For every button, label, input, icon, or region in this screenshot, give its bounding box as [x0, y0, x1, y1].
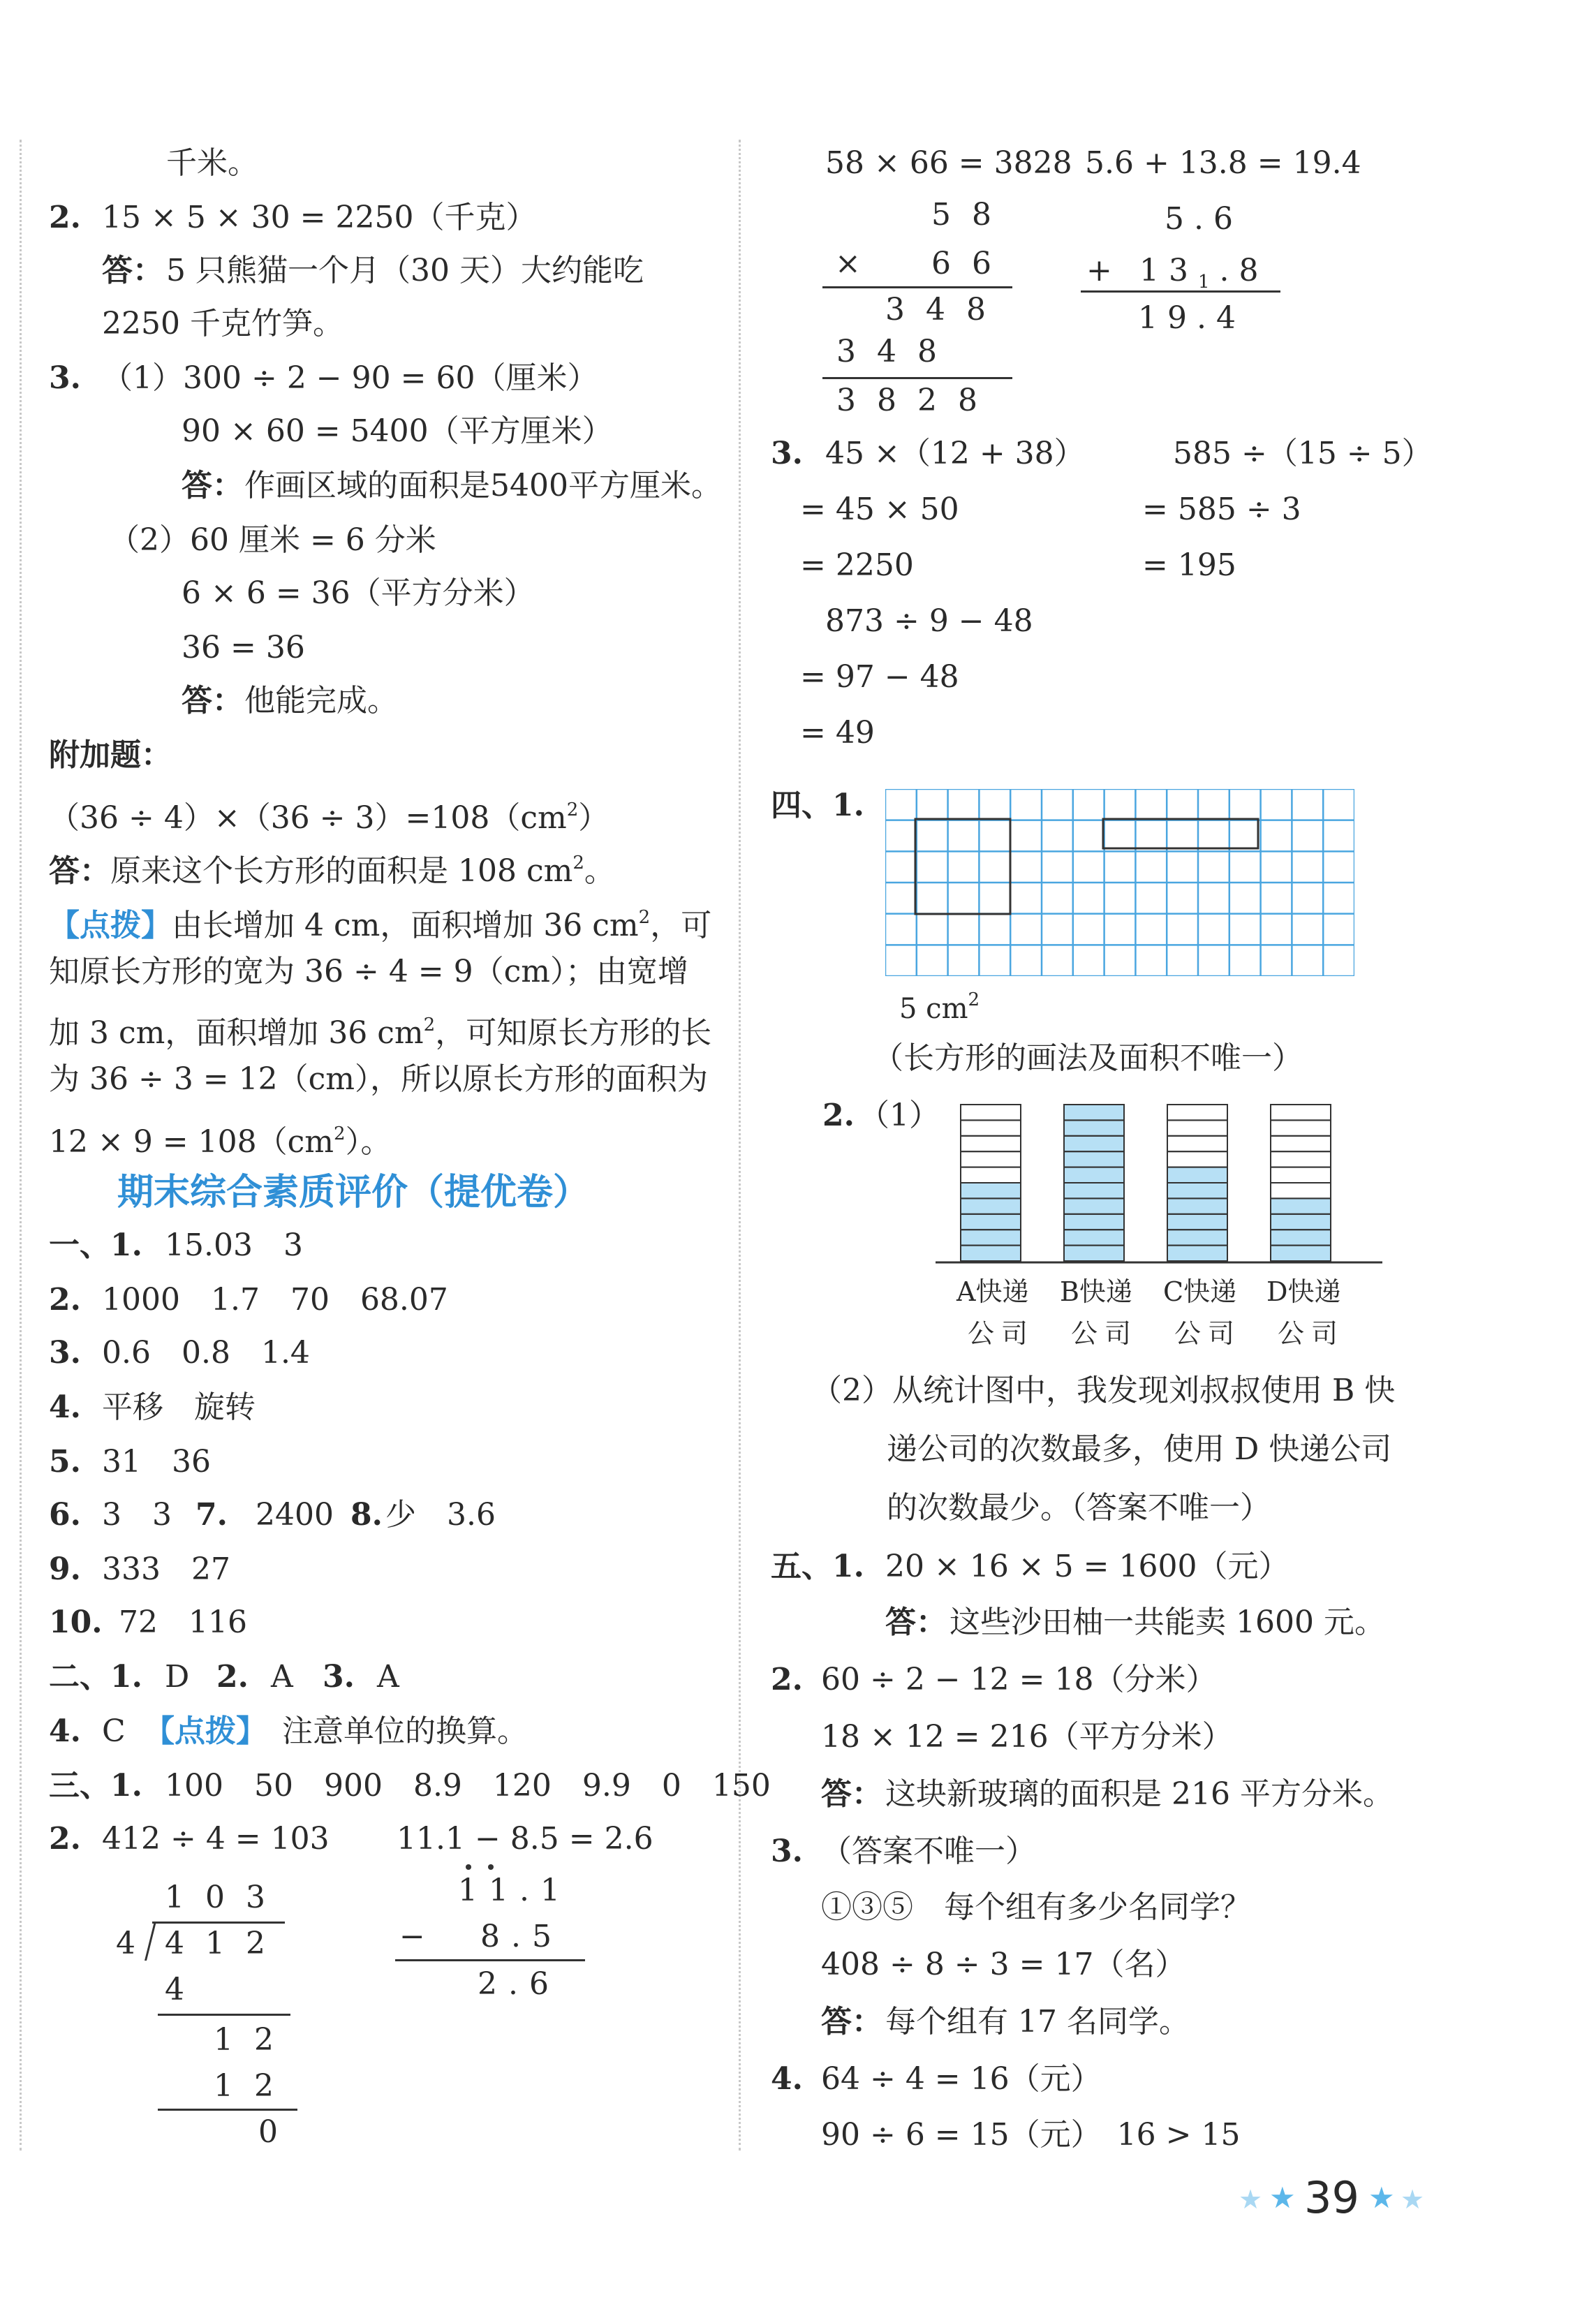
grid-note: （长方形的画法及面积不唯一）	[873, 1040, 1303, 1076]
hint-line	[49, 1114, 392, 1162]
multiplication-result: 3828	[836, 383, 998, 418]
eq-superscript: 2	[566, 799, 579, 820]
item-number: 2.	[49, 1821, 81, 1857]
equation: （1）300 ÷ 2 − 90 = 60（厘米）	[102, 360, 598, 396]
addition-top: 5.6	[1165, 201, 1243, 237]
text-line: 注意单位的换算。	[282, 1713, 528, 1749]
chart-cell	[961, 1120, 1021, 1135]
multiplication-rule	[822, 377, 1012, 379]
chart-category-sublabel: 公司	[968, 1318, 1035, 1349]
division-step: 4	[165, 1972, 205, 2007]
addition-result: 19.4	[1138, 300, 1246, 336]
text-part: ，可	[650, 908, 712, 943]
equation: 873 ÷ 9 − 48	[825, 603, 1033, 639]
text-line: （2）从统计图中，我发现刘叔叔使用 B 快	[811, 1373, 1396, 1408]
hint-line: 为 36 ÷ 3 = 12（cm），所以原长方形的面积为	[49, 1061, 709, 1097]
subtraction-result: 2.6	[478, 1966, 560, 2002]
text-line: 这块新玻璃的面积是 216 平方分米。	[885, 1776, 1394, 1812]
answer-values: 少 3.6	[385, 1497, 496, 1533]
addend-part: 13	[1139, 253, 1198, 288]
multiplication-sign: ×	[835, 246, 861, 281]
equation: 45 ×（12 + 38）	[825, 436, 1085, 471]
answer-line	[49, 843, 615, 891]
bonus-heading: 附加题：	[49, 737, 172, 773]
chart-category-label: B快递	[1060, 1276, 1132, 1307]
hint-tag: 【点拨】	[144, 1713, 267, 1749]
subtraction-rule	[395, 1959, 585, 1961]
answer-label: 答：	[182, 468, 243, 503]
hint-line: 知原长方形的宽为 36 ÷ 4 = 9（cm）；由宽增	[49, 954, 689, 989]
partial-product: 348	[836, 334, 958, 369]
item-number: 3.	[49, 1335, 81, 1371]
answer-values: 1000 1.7 70 68.07	[102, 1282, 448, 1318]
hint-line	[49, 898, 711, 945]
subtraction-minuend: 11.1	[458, 1873, 571, 1908]
hint-line	[49, 1005, 711, 1053]
addition-bottom	[1139, 251, 1269, 302]
equation: 36 = 36	[182, 630, 305, 665]
text-part: 原来这个长方形的面积是 108 cm	[110, 853, 573, 889]
drawing-grid	[885, 789, 1354, 976]
rectangle-drawing	[1103, 819, 1258, 848]
text-part: 。	[584, 853, 615, 889]
text-line: 递公司的次数最多，使用 D 快递公司	[887, 1431, 1392, 1467]
borrow-dot	[466, 1864, 471, 1870]
square-drawing	[915, 819, 1010, 914]
page-number: 39	[1304, 2172, 1359, 2223]
chart-cell	[961, 1151, 1021, 1167]
multiplication-bottom: 66	[931, 246, 1012, 281]
division-rule	[158, 2014, 290, 2016]
eq-superscript: 2	[423, 1015, 436, 1035]
item-number: 2.	[822, 1098, 855, 1133]
equation: 412 ÷ 4 = 103	[102, 1821, 330, 1857]
answer-values: 333 27	[102, 1551, 230, 1587]
item-number: 3.	[323, 1659, 355, 1695]
answer-values: 100 50 900 8.9 120 9.9 0 150	[165, 1768, 771, 1804]
text-line: ①③⑤ 每个组有多少名同学？	[821, 1889, 1251, 1925]
division-rule	[158, 2109, 297, 2111]
answer-values: 15.03 3	[165, 1227, 303, 1263]
answer-values: 2400	[256, 1497, 334, 1533]
text-line: 千米。	[166, 145, 258, 181]
item-number: 2.	[49, 200, 81, 235]
division-remainder: 0	[258, 2114, 299, 2150]
addition-sign: +	[1086, 253, 1112, 288]
equation: 90 × 60 = 5400（平方厘米）	[182, 413, 613, 449]
text-line: 的次数最少。（答案不唯一）	[887, 1490, 1271, 1526]
answer-label: 答：	[821, 2004, 882, 2040]
equation: 58 × 66 = 3828	[825, 145, 1072, 181]
answer-label: 答：	[49, 853, 110, 889]
chart-cell	[961, 1105, 1021, 1120]
item-number: 3.	[771, 1834, 803, 1869]
chart-cell	[1271, 1105, 1331, 1120]
column-divider	[739, 140, 741, 2151]
addition-rule	[1081, 290, 1280, 293]
item-number: 2.	[49, 1282, 81, 1318]
text-part: ，可知原长方形的长	[435, 1015, 712, 1051]
equation: = 195	[1142, 547, 1236, 583]
item-number: 3.	[49, 360, 81, 396]
equation: 60 ÷ 2 − 12 = 18（分米）	[821, 1662, 1217, 1697]
item-number: 4.	[771, 2061, 803, 2097]
answer-values: C	[102, 1713, 126, 1749]
answer-values: 0.6 0.8 1.4	[102, 1335, 310, 1371]
sub-item-number: （1）	[859, 1098, 940, 1133]
item-number: 4.	[49, 1389, 81, 1425]
equation: 15 × 5 × 30 = 2250（千克）	[102, 200, 537, 235]
chart-cell	[1271, 1151, 1331, 1167]
star-icon: ★	[1401, 2184, 1425, 2215]
division-step: 12	[214, 2068, 295, 2104]
chart-bar	[961, 1183, 1021, 1261]
chart-cell	[1271, 1183, 1331, 1198]
division-bar	[152, 1922, 285, 1924]
text-line: 每个组有 17 名同学。	[885, 2004, 1190, 2040]
answer-values: 平移 旋转	[102, 1389, 256, 1425]
equation: （2）60 厘米 = 6 分米	[109, 522, 436, 558]
left-margin-rule	[20, 140, 22, 2151]
item-number: 6.	[49, 1497, 81, 1533]
chart-cell	[1167, 1105, 1227, 1120]
chart-cell	[1271, 1136, 1331, 1151]
item-number: 3.	[771, 436, 803, 471]
equation: 18 × 12 = 216（平方分米）	[821, 1719, 1233, 1755]
item-number: 2.	[771, 1662, 803, 1697]
grid-lines	[885, 789, 1354, 976]
item-number: 三、1.	[49, 1768, 142, 1804]
chart-cell	[1167, 1120, 1227, 1135]
item-number: 四、1.	[771, 788, 864, 823]
item-number: 五、1.	[771, 1549, 864, 1584]
star-icon: ★	[1239, 2184, 1263, 2215]
text-line: 2250 千克竹笋。	[102, 306, 343, 341]
star-icon: ★	[1269, 2181, 1296, 2215]
label-superscript: 2	[968, 989, 980, 1010]
eq-part: （36 ÷ 4）×（36 ÷ 3）=108（cm	[49, 800, 567, 836]
item-number: 2.	[216, 1659, 249, 1695]
text-line: （答案不唯一）	[821, 1834, 1036, 1869]
subtraction-sign: −	[399, 1919, 425, 1954]
section-title: 期末综合素质评价（提优卷）	[117, 1172, 590, 1214]
chart-category-label: D快递	[1266, 1276, 1341, 1307]
answer-values: 3 3	[102, 1497, 172, 1533]
chart-cell	[1167, 1136, 1227, 1151]
chart-marks	[936, 1105, 1382, 1262]
eq-part: ）	[578, 800, 609, 836]
text-part: 加 3 cm，面积增加 36 cm	[49, 1015, 424, 1051]
chart-category-sublabel: 公司	[1278, 1318, 1345, 1349]
item-number: 7.	[195, 1497, 228, 1533]
equation: 5.6 + 13.8 = 19.4	[1085, 145, 1361, 181]
eq-superscript: 2	[638, 907, 651, 928]
text-line: 他能完成。	[244, 683, 398, 718]
item-number: 一、1.	[49, 1227, 142, 1263]
equation: 20 × 16 × 5 = 1600（元）	[885, 1549, 1290, 1584]
item-number: 8.	[350, 1497, 383, 1533]
division-step: 12	[214, 2022, 295, 2058]
item-number: 4.	[49, 1713, 81, 1749]
item-number: 9.	[49, 1551, 81, 1587]
chart-cell	[961, 1167, 1021, 1183]
equation: = 97 − 48	[800, 659, 959, 695]
addend-part: .8	[1219, 253, 1269, 288]
item-number: 10.	[49, 1605, 103, 1640]
carry-digit: 1	[1198, 272, 1220, 293]
equation: = 2250	[800, 547, 914, 583]
item-number: 5.	[49, 1444, 81, 1480]
label-part: 5 cm	[899, 993, 968, 1025]
answer-values: 31 36	[102, 1444, 211, 1480]
hint-tag: 【点拨】	[49, 908, 172, 943]
equation	[49, 790, 609, 838]
equation: 408 ÷ 8 ÷ 3 = 17（名）	[821, 1947, 1186, 1982]
answer-label: 答：	[821, 1776, 882, 1812]
answer-label: 答：	[182, 683, 243, 718]
chart-cell	[961, 1136, 1021, 1151]
text-line: 5 只熊猫一个月（30 天）大约能吃	[166, 253, 644, 288]
division-bracket	[145, 1922, 156, 1961]
eq-superscript: 2	[334, 1123, 346, 1144]
chart-cell	[1167, 1151, 1227, 1167]
text-part: ）。	[345, 1124, 392, 1160]
chart-cell	[1271, 1120, 1331, 1135]
division-dividend: 412	[165, 1926, 286, 1961]
division-divisor: 4	[116, 1926, 135, 1961]
equation: 11.1 − 8.5 = 2.6	[397, 1821, 653, 1857]
borrow-dot	[488, 1864, 494, 1870]
star-icon: ★	[1368, 2181, 1395, 2215]
answer-values: A	[377, 1659, 399, 1695]
equation: = 585 ÷ 3	[1142, 492, 1301, 527]
equation: 6 × 6 = 36（平方分米）	[182, 575, 535, 611]
answer-label: 答：	[885, 1605, 947, 1640]
answer-values: A	[271, 1659, 293, 1695]
answer-values: D	[165, 1659, 190, 1695]
partial-product: 348	[885, 292, 1007, 327]
text-line: 作画区域的面积是5400平方厘米。	[244, 468, 722, 503]
equation: = 45 × 50	[800, 492, 959, 527]
answer-label: 答：	[102, 253, 163, 288]
equation: 90 ÷ 6 = 15（元） 16 > 15	[821, 2117, 1241, 2153]
eq-superscript: 2	[572, 853, 584, 873]
answer-values: 72 116	[119, 1605, 247, 1640]
chart-category-sublabel: 公司	[1174, 1318, 1242, 1349]
equation: 64 ÷ 4 = 16（元）	[821, 2061, 1102, 2097]
text-part: 由长增加 4 cm，面积增加 36 cm	[172, 908, 639, 943]
chart-category-label: A快递	[956, 1276, 1029, 1307]
equation: = 49	[800, 715, 875, 751]
chart-category-sublabel: 公司	[1071, 1318, 1139, 1349]
grid-area-label	[899, 980, 980, 1028]
item-number: 二、1.	[49, 1659, 142, 1695]
multiplication-top: 58	[931, 197, 1012, 233]
subtraction-subtrahend: 8.5	[480, 1919, 563, 1954]
chart-cell	[1271, 1167, 1331, 1183]
multiplication-rule	[822, 286, 1012, 288]
division-quotient: 103	[165, 1880, 286, 1915]
text-part: 12 × 9 = 108（cm	[49, 1124, 334, 1160]
text-line: 这些沙田柚一共能卖 1600 元。	[950, 1605, 1385, 1640]
equation: 585 ÷（15 ÷ 5）	[1173, 436, 1433, 471]
chart-category-label: C快递	[1163, 1276, 1237, 1307]
